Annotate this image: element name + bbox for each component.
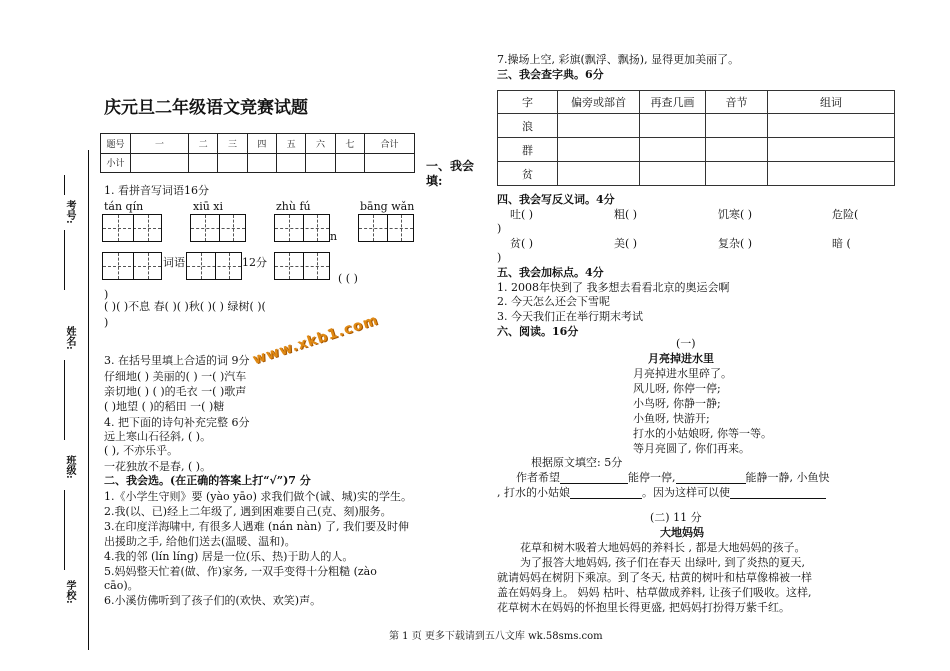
idiom-line-end: ): [104, 316, 109, 329]
reading1-title: 月亮掉进水里: [648, 352, 714, 365]
watermark: www.xkb1.com: [250, 312, 381, 368]
choice-item: 3.在印度洋海啸中, 有很多人遇难 (nán nàn) 了, 我们要及时伸: [104, 520, 410, 533]
score-header-cell: 五: [276, 134, 305, 154]
poem-line: 打水的小姑娘呀, 你等一等。: [633, 427, 772, 440]
fill-blank[interactable]: [560, 472, 628, 484]
question-2-fragment: 词语: [163, 256, 185, 269]
antonym-item: 危险(: [832, 208, 859, 221]
passage-line: 花草和树木吸着大地妈妈的养料长 , 都是大地妈妈的孩子。: [520, 541, 806, 554]
question-1: 1. 看拼音写词语16分: [104, 184, 209, 197]
score-cell[interactable]: [306, 153, 335, 173]
fill-text: 作者希望: [516, 471, 560, 484]
idiom-line: ( )( )不息 春( )( )秋( )( ) 绿树( )(: [104, 300, 266, 313]
dict-cell[interactable]: [706, 114, 768, 138]
exam-number-line-2: [64, 230, 65, 290]
score-header-cell: 七: [335, 134, 364, 154]
antonym-item: 暗 (: [832, 237, 851, 250]
antonym-item: 粗( ): [614, 208, 638, 221]
choice-item: 6.小溪仿佛听到了孩子们的(欢快、欢笑)声。: [104, 594, 322, 607]
fill-blank[interactable]: [730, 487, 826, 499]
antonym-item: 复杂( ): [718, 237, 753, 250]
choice-item-7: 7.操场上空, 彩旗(飘浮、飘扬), 显得更加美丽了。: [497, 53, 740, 66]
choice-item: 出援助之手, 给他们送去(温暖、温和)。: [104, 535, 296, 548]
question-4: 4. 把下面的诗句补充完整 6分: [104, 416, 250, 429]
fill-line-2: [497, 486, 826, 499]
fill-line-1: [516, 471, 830, 484]
exam-number-line: [64, 175, 65, 195]
score-cell[interactable]: [335, 153, 364, 173]
antonym-end: ): [497, 222, 502, 235]
writing-grid[interactable]: [186, 252, 242, 280]
dict-cell[interactable]: [640, 114, 706, 138]
dict-cell[interactable]: [768, 162, 895, 186]
score-row-label: 小计: [101, 153, 131, 173]
dict-char: 群: [498, 138, 558, 162]
poem-line: 小鸟呀, 你静一静;: [633, 397, 721, 410]
poem-line: 等月亮圆了, 你们再来。: [633, 442, 750, 455]
passage-line: 就请妈妈在树阴下乘凉。到了冬天, 枯黄的树叶和枯草像棉被一样: [497, 571, 812, 584]
dict-header: 字: [498, 91, 558, 114]
writing-grid[interactable]: [274, 252, 330, 280]
dict-char: 贫: [498, 162, 558, 186]
punct-item: 3. 今天我们正在举行期末考试: [497, 310, 643, 323]
poem-line: 风儿呀, 你停一停;: [633, 382, 721, 395]
school-label: 学校:: [64, 580, 75, 604]
binding-line: [88, 150, 89, 650]
question-2-score: 12分: [242, 256, 267, 269]
fill-text: 能静一静, 小鱼快: [745, 471, 830, 484]
fill-blank[interactable]: [570, 487, 642, 499]
dict-cell[interactable]: [640, 138, 706, 162]
antonym-item: 贫( ): [510, 237, 534, 250]
section2-heading: 二、我会选。(在正确的答案上打“√”)7 分: [104, 474, 311, 487]
page-title: 庆元旦二年级语文竞赛试题: [104, 98, 308, 118]
dict-char: 浪: [498, 114, 558, 138]
passage-line: 盖在妈妈身上。 妈妈 枯叶、枯草做成养料, 让孩子们吸收。这样,: [497, 586, 812, 599]
punct-item: 1. 2008年快到了 我多想去看看北京的奥运会啊: [497, 281, 730, 294]
section3-heading: 三、我会查字典。6分: [497, 68, 604, 81]
reading2-number: (二) 11 分: [650, 511, 702, 524]
score-cell[interactable]: [276, 153, 305, 173]
page-footer: 第 1 页 更多下载请到五八文库 wk.58sms.com: [389, 631, 603, 642]
dict-header: 再查几画: [640, 91, 706, 114]
section6-heading: 六、阅读。16分: [497, 325, 579, 338]
section1-heading: 一、我会: [426, 159, 475, 173]
section4-heading: 四、我会写反义词。4分: [497, 193, 615, 206]
antonym-end: ): [497, 251, 502, 264]
exam-number-label: 考号:: [64, 200, 75, 224]
score-table: [100, 133, 415, 173]
choice-item: 1.《小学生守则》要 (yào yāo) 求我们做个(诚、城)实的学生。: [104, 490, 412, 503]
writing-grid[interactable]: [102, 252, 162, 280]
antonym-item: 美( ): [614, 237, 638, 250]
class-line: [64, 490, 65, 570]
fragment-n: n: [330, 230, 338, 243]
dict-cell[interactable]: [768, 114, 895, 138]
poem-line: 小鱼呀, 快游开;: [633, 412, 710, 425]
dictionary-table: [497, 90, 895, 186]
pinyin-2: xiū xi: [193, 200, 224, 213]
dict-cell[interactable]: [558, 138, 640, 162]
choice-item: 2.我(以、已)经上二年级了, 遇到困难要自己(克、刻)服务。: [104, 505, 392, 518]
choice-item: 4.我的邻 (lín líng) 居是一位(乐、热)于助人的人。: [104, 550, 354, 563]
poem-line: 一花独放不是春, ( )。: [104, 460, 212, 473]
class-label: 班级:: [64, 455, 75, 479]
score-header-cell: 四: [247, 134, 276, 154]
dict-cell[interactable]: [640, 162, 706, 186]
fill-text: 能停一停,: [628, 471, 676, 484]
fill-text: 。因为这样可以使: [642, 486, 730, 499]
score-header-cell: 六: [306, 134, 335, 154]
dict-cell[interactable]: [768, 138, 895, 162]
poem-line: 月亮掉进水里碎了。: [633, 367, 732, 380]
score-cell[interactable]: [218, 153, 247, 173]
score-cell[interactable]: [131, 153, 189, 173]
score-header-cell: 题号: [101, 134, 131, 154]
writing-grid[interactable]: [358, 214, 414, 242]
writing-grid[interactable]: [274, 214, 330, 242]
section1-heading-2: 填:: [426, 174, 443, 188]
score-cell[interactable]: [365, 153, 415, 173]
fill-text: , 打水的小姑娘: [497, 486, 570, 499]
reading1-number: (一): [676, 337, 696, 350]
passage-line: 为了报答大地妈妈, 孩子们在春天 出绿叶, 到了炎热的夏天,: [520, 556, 805, 569]
pinyin-3: zhù fú: [276, 200, 311, 213]
score-header-cell: 一: [131, 134, 189, 154]
dict-header: 偏旁或部首: [558, 91, 640, 114]
question-3-row: ( )地望 ( )的稻田 一( )糖: [104, 400, 225, 413]
passage-line: 花草树木在妈妈的怀抱里长得更盛, 把妈妈打扮得万紫千红。: [497, 601, 790, 614]
antonym-item: 饥寒( ): [718, 208, 753, 221]
question-3: 3. 在括号里填上合适的词 9分: [104, 354, 250, 367]
reading2-title: 大地妈妈: [660, 526, 704, 539]
paren-line-close: ): [104, 288, 109, 301]
question-3-row: 仔细地( ) 美丽的( ) 一( )汽车: [104, 370, 247, 383]
dict-cell[interactable]: [706, 162, 768, 186]
name-label: 姓名:: [64, 326, 75, 350]
question-3-row: 亲切地( ) ( )的毛衣 一( )歌声: [104, 385, 247, 398]
dict-header: 组词: [768, 91, 895, 114]
score-cell[interactable]: [189, 153, 218, 173]
paren-line-1: ( ( ): [338, 272, 358, 285]
punct-item: 2. 今天怎么还会下雪呢: [497, 295, 610, 308]
writing-grid[interactable]: [102, 214, 162, 242]
choice-item: 5.妈妈整天忙着(做、作)家务, 一双手变得十分粗糙 (zào: [104, 565, 377, 578]
dict-cell[interactable]: [706, 138, 768, 162]
dict-header: 音节: [706, 91, 768, 114]
score-header-cell: 三: [218, 134, 247, 154]
score-cell[interactable]: [247, 153, 276, 173]
poem-line: 远上寒山石径斜, ( )。: [104, 430, 212, 443]
score-header-cell: 二: [189, 134, 218, 154]
dict-cell[interactable]: [558, 114, 640, 138]
fill-blank[interactable]: [676, 472, 746, 484]
choice-item: cāo)。: [104, 579, 139, 592]
antonym-item: 吐( ): [510, 208, 534, 221]
score-header-cell: 合计: [365, 134, 415, 154]
writing-grid[interactable]: [190, 214, 246, 242]
pinyin-4: bāng wǎn: [360, 200, 415, 213]
pinyin-1: tán qín: [104, 200, 144, 213]
fill-instruction: 根据原文填空: 5分: [531, 456, 623, 469]
name-line: [64, 360, 65, 440]
section5-heading: 五、我会加标点。4分: [497, 266, 604, 279]
poem-line: ( ), 不亦乐乎。: [104, 444, 179, 457]
dict-cell[interactable]: [558, 162, 640, 186]
